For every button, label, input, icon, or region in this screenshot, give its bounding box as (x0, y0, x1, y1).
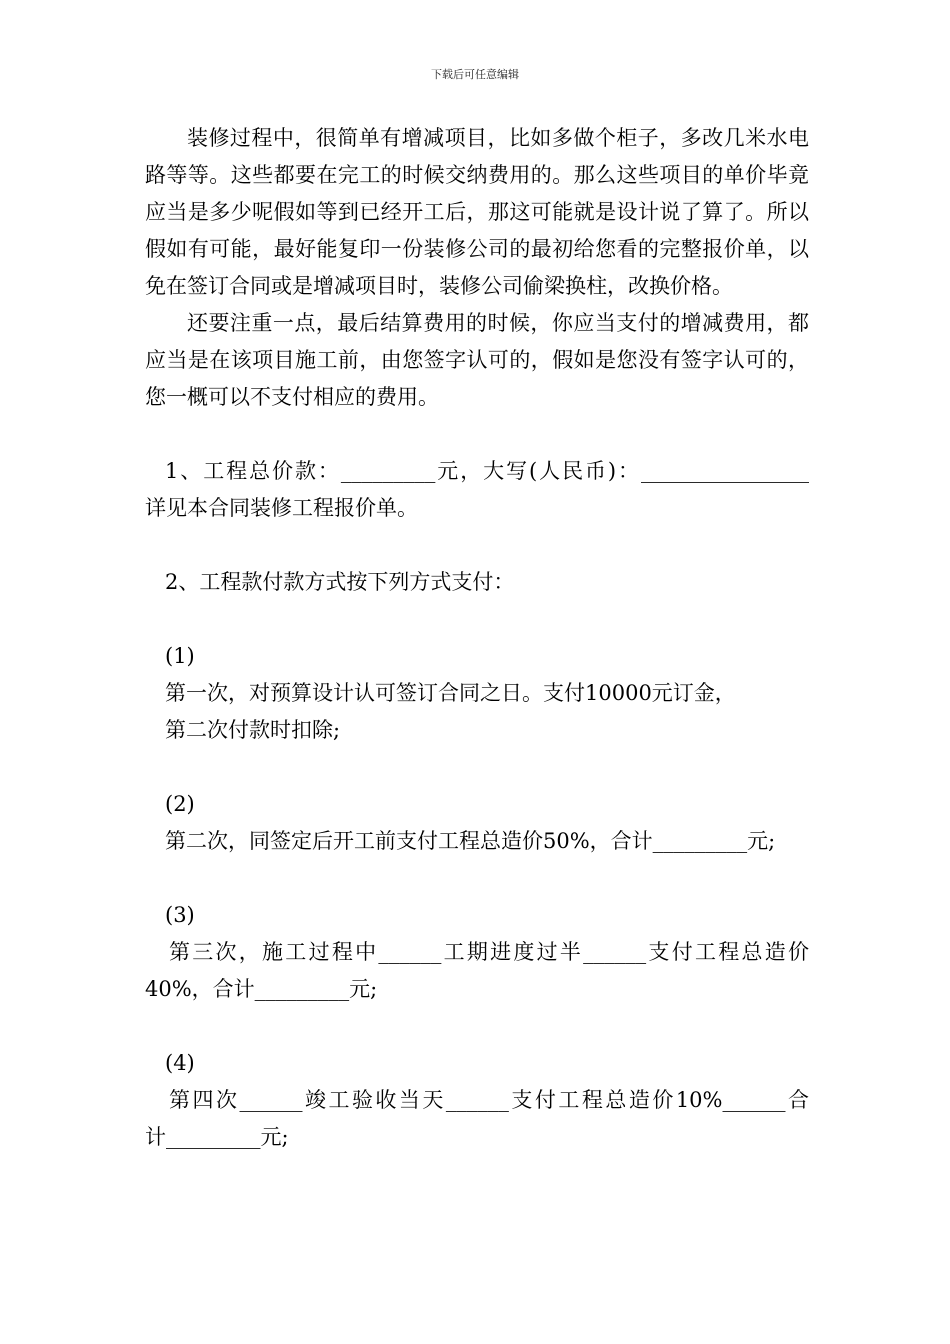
payment-1-text: 第一次，对预算设计认可签订合同之日。支付10000元订金， (165, 681, 736, 705)
payment-1-label: (1) (165, 644, 195, 668)
payment-3-text: 第三次，施工过程中______工期进度过半______支付工程总造价 (169, 940, 809, 964)
payment-3-label: (3) (165, 903, 195, 927)
payment-4-text: 第四次______竣工验收当天______支付工程总造价10%______合 (169, 1088, 809, 1112)
paragraph-settlement-note: 还要注重一点，最后结算费用的时候，你应当支付的增减费用，都应当是在该项目施工前，由您签字认可的，假如是您没有签字认可的，您一概可以不支付相应的费用。 (145, 311, 809, 409)
clause-2-title: 2、工程款付款方式按下列方式支付： (165, 570, 515, 594)
payment-4-label: (4) (165, 1051, 195, 1075)
payment-4-text-cont: 计_________元; (145, 1125, 289, 1149)
clause-1-total-price: 1、工程总价款：_________元，大写(人民币)：________________ (165, 459, 809, 483)
payment-2-text: 第二次，同签定后开工前支付工程总造价50%，合计_________元; (165, 829, 776, 853)
payment-2-label: (2) (165, 792, 195, 816)
clause-1-reference: 详见本合同装修工程报价单。 (145, 496, 418, 520)
document-body (145, 120, 809, 1156)
paragraph-change-items: 装修过程中，很简单有增减项目，比如多做个柜子，多改几米水电路等等。这些都要在完工的时候交纳费用的。那么这些项目的单价毕竟应当是多少呢假如等到已经开工后，那这可能就是设计说了算了。所以假如有可能，最好能复印一份装修公司的最初给您看的完整报价单，以免在签订合同或是增减项目时，装修公司偷梁换柱，改换价格。 (145, 126, 809, 298)
payment-1-text-cont: 第二次付款时扣除; (165, 718, 341, 742)
payment-3-text-cont: 40%，合计_________元; (145, 977, 378, 1001)
page-header: 下载后可任意编辑 (431, 68, 519, 81)
